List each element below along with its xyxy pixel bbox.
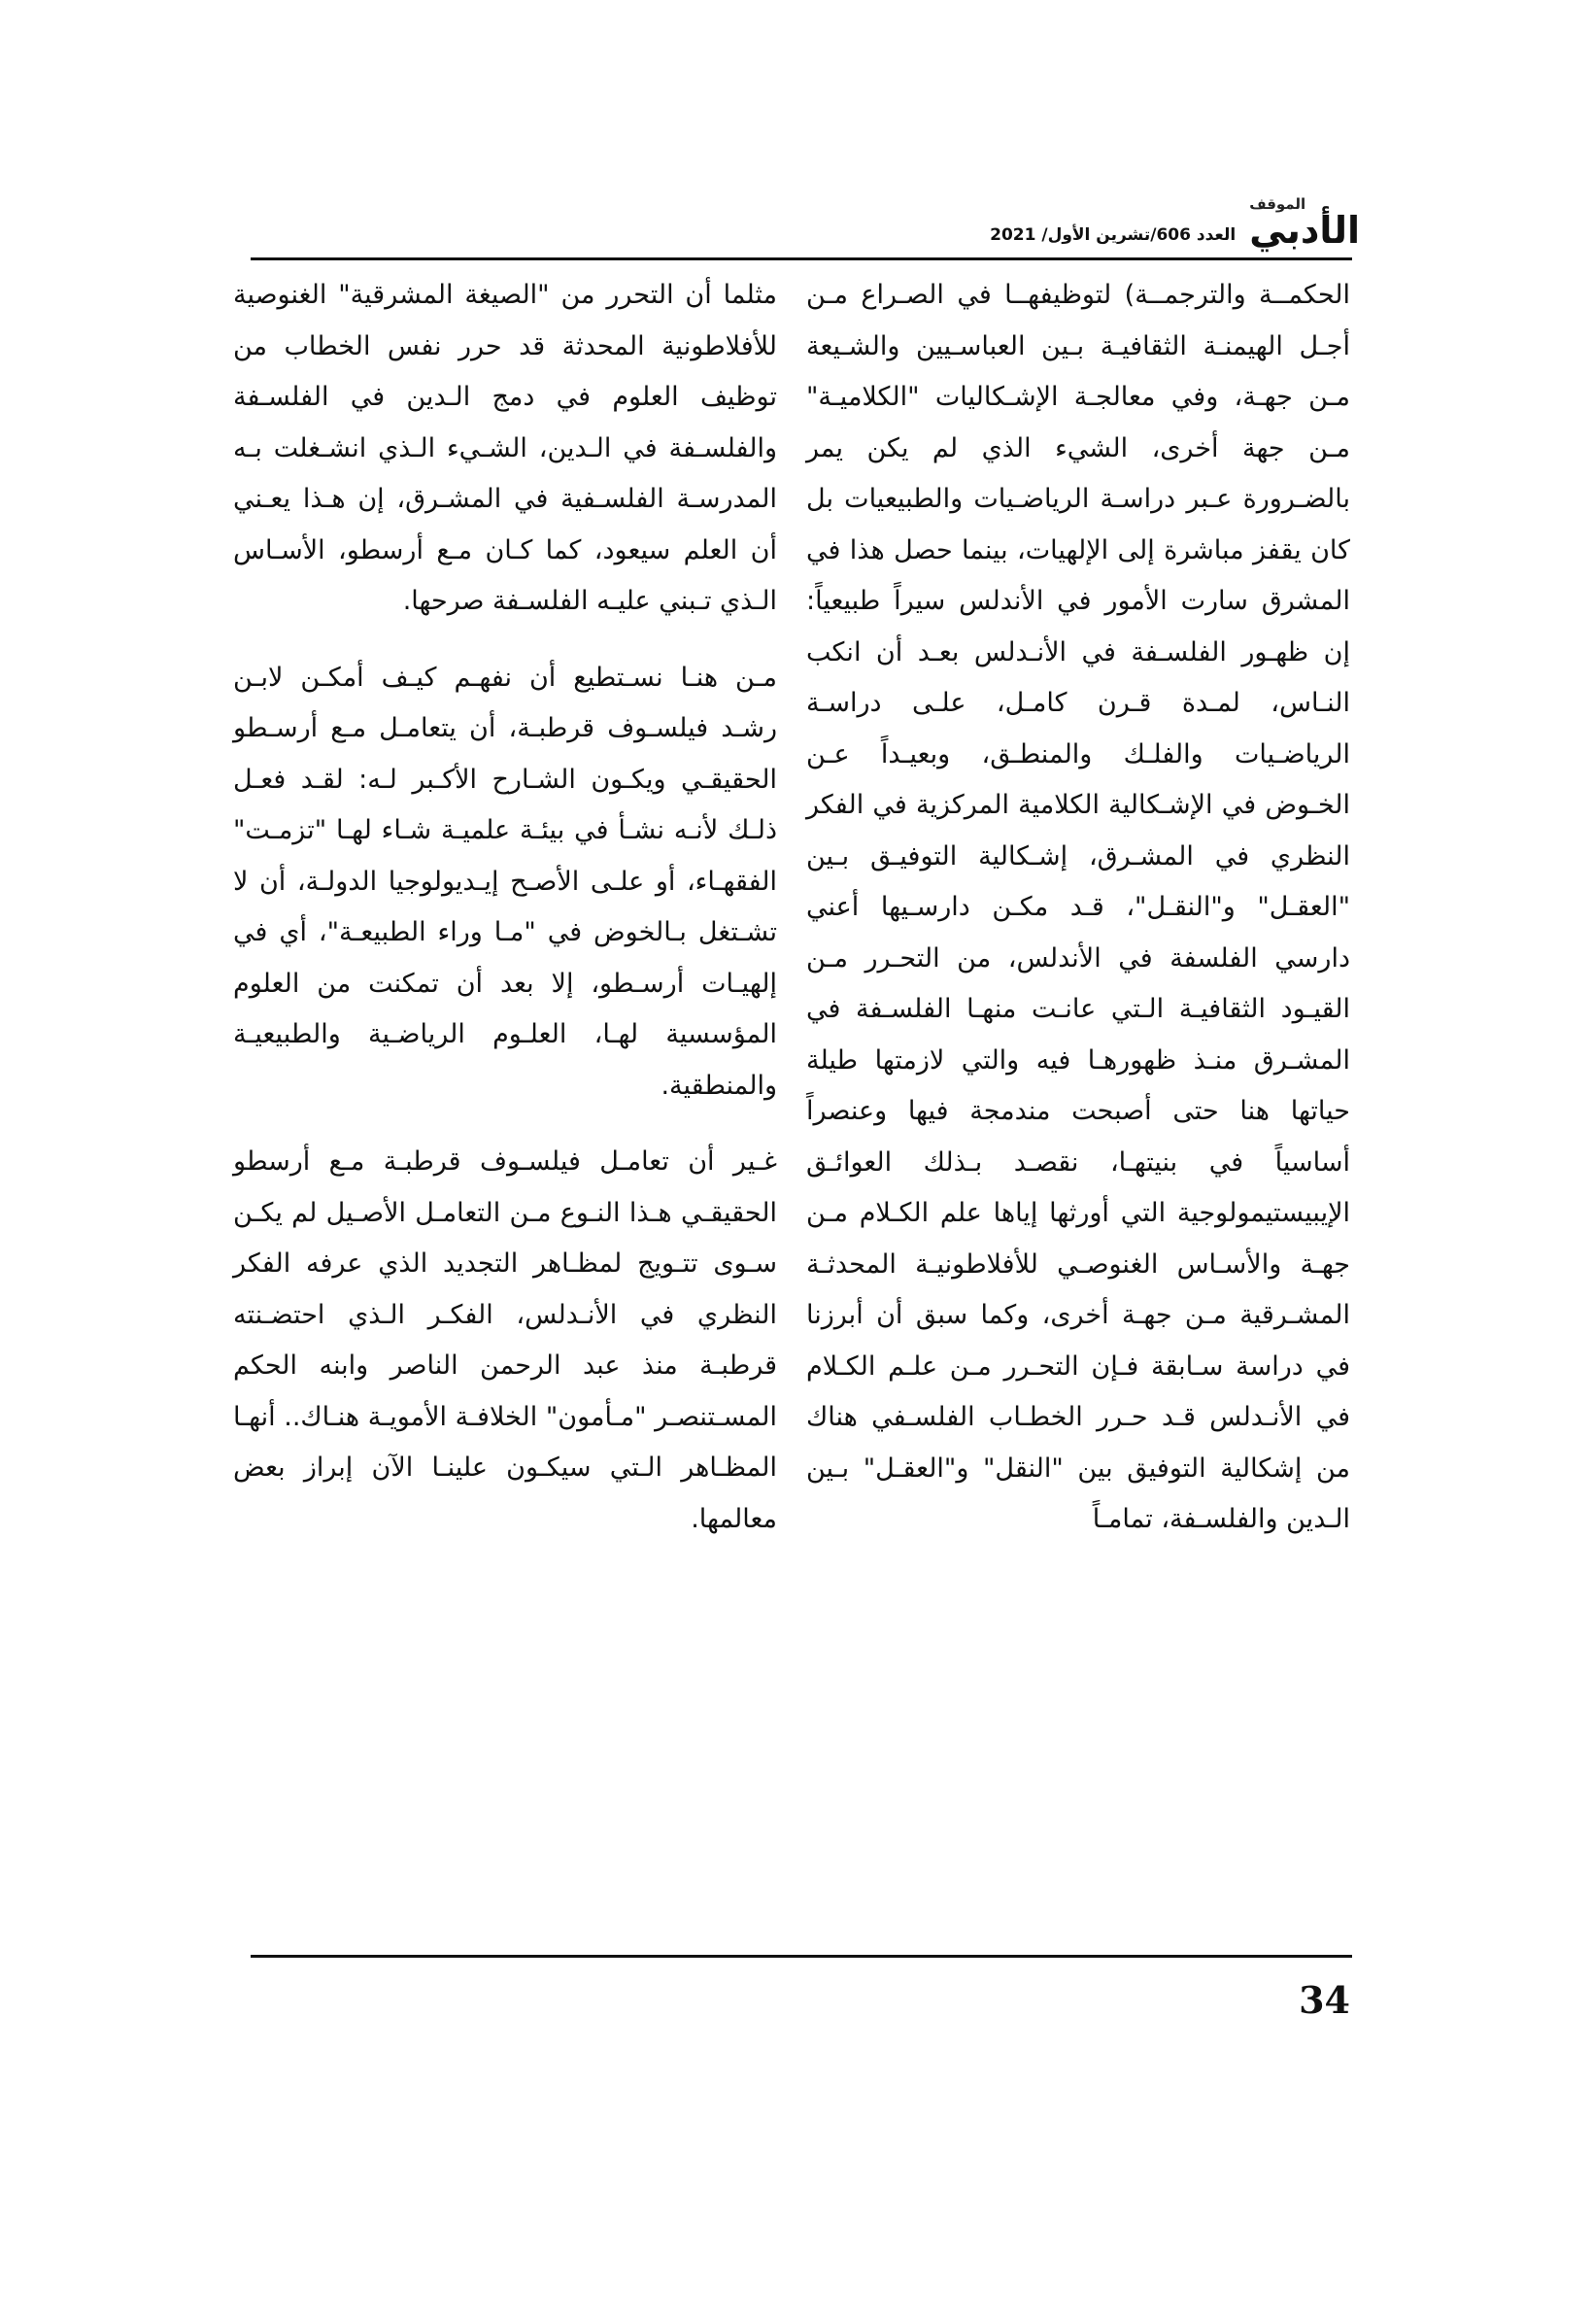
- paragraph: الحكمــة والترجمــة) لتوظيفهــا في الصـراع مـن أجـل الهيمنـة الثقافيـة بـين العباسـيين والشـيعة مـن جهـة، وفي معالجـة الإشـكاليات "الكلاميـة" مـن جهة أخرى، الشيء الذي لم يكن يمر بالضـرورة عـبر دراسـة الرياضـيات والطبيعيات بل كان يقفز مباشرة إلى الإلهيات، بينما حصل هذا في المشرق سارت الأمور في الأندلس سيراً طبيعياً: إن ظهـور الفلسـفة في الأنـدلس بعـد أن انكب النـاس، لمـدة قـرن كامـل، علـى دراسـة الرياضـيات والفلـك والمنطـق، وبعيـداً عـن الخـوض في الإشـكالية الكلامية المركزية في الفكر النظري في المشـرق، إشـكالية التوفيـق بـين "العقـل" و"النقـل"، قـد مكـن دارسـيها أعني دارسي الفلسفة في الأندلس، من التحـرر مـن القيـود الثقافيـة الـتي عانـت منهـا الفلسـفة في المشـرق منـذ ظهورهـا فيه والتي لازمتها طيلة حياتها هنا حتى أصبحت مندمجة فيها وعنصراً أساسياً في بنيتهـا، نقصـد بـذلك العوائـق الإيبيستيمولوجية التي أورثها إياها علم الكـلام مـن جهـة والأسـاس الغنوصـي للأفلاطونيـة المحدثـة المشـرقية مـن جهـة أخرى، وكما سبق أن أبرزنا في دراسة سـابقة فـإن التحـرر مـن علـم الكـلام في الأنـدلس قـد حـرر الخطـاب الفلسـفي هناك من إشكالية التوفيق بين "النقل" و"العقـل" بـين الـدين والفلسـفة، تمامـاً: [806, 280, 1350, 1534]
- footer-divider: [251, 1955, 1352, 1958]
- paragraph: مـن هنـا نسـتطيع أن نفهـم كيـف أمكـن لابـن رشـد فيلسـوف قرطبـة، أن يتعامـل مـع أرسـطو الحقيقـي ويكـون الشـارح الأكـبر لـه: لقـد فعـل ذلـك لأنـه نشـأ في بيئـة علميـة شـاء لهـا "تزمـت" الفقهـاء، أو علـى الأصـح إيـديولوجيا الدولـة، أن لا تشـتغل بـالخوض في "مـا وراء الطبيعـة"، أي في إلهيـات أرسـطو، إلا بعد أن تمكنت من العلوم المؤسسية لهـا، العلـوم الرياضـية والطبيعيـة والمنطقية.: [233, 662, 777, 1101]
- magazine-logo: [1249, 195, 1360, 252]
- paragraph: غـير أن تعامـل فيلسـوف قرطبـة مـع أرسطو الحقيقـي هـذا النـوع مـن التعامـل الأصـيل لم يكـن سـوى تتـويج لمظـاهر التجديد الذي عرفه الفكر النظري في الأنـدلس، الفكـر الـذي احتضـنته قرطبـة منذ عبد الرحمن الناصر وابنه الحكم المسـتنصـر "مـأمون" الخلافـة الأمويـة هنـاك.. أنهـا المظـاهر الـتي سيكـون علينـا الآن إبراز بعض معالمها.: [233, 1146, 777, 1534]
- header-divider: [251, 257, 1352, 260]
- text-column-right: [806, 270, 1350, 1546]
- logo-big-text: الأدبي: [1249, 209, 1360, 252]
- page-header: [990, 190, 1360, 252]
- logo-small-text: الموقف: [1249, 195, 1306, 213]
- issue-line: العدد 606/تشرين الأول/ 2021: [990, 225, 1237, 245]
- text-column-left: [233, 270, 777, 1545]
- paragraph: مثلما أن التحرر من "الصيغة المشرقية" الغنوصية للأفلاطونية المحدثة قد حرر نفس الخطاب من توظيف العلوم في دمج الـدين في الفلسـفة والفلسـفة في الـدين، الشـيء الـذي انشـغلت بـه المدرسـة الفلسـفية في المشـرق، إن هـذا يعـني أن العلم سيعود، كما كـان مـع أرسطو، الأسـاس الـذي تـبني عليـه الفلسـفة صرحها.: [233, 280, 777, 616]
- page-number: 34: [1299, 1978, 1350, 2022]
